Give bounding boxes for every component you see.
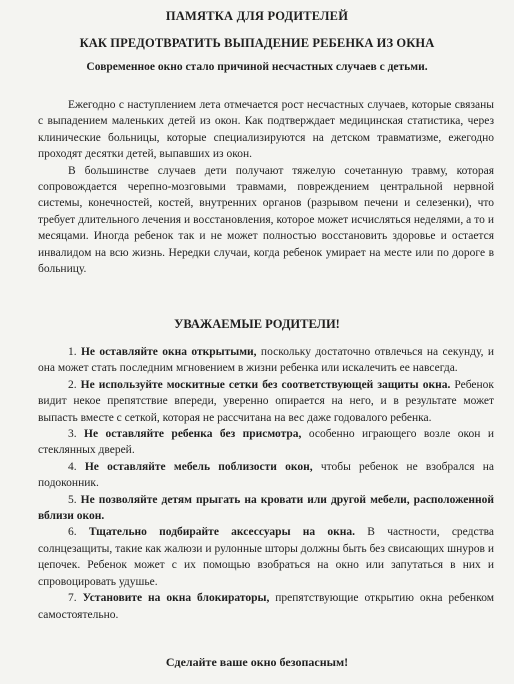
rules-list — [38, 344, 494, 623]
item-bold: Не оставляйте окна открытыми, — [80, 346, 257, 358]
item-bold: Установите на окна блокираторы, — [82, 592, 270, 605]
item-number: 5. — [68, 493, 77, 506]
item-number: 1. — [68, 346, 77, 358]
document-subtitle: Современное окно стало причиной несчастных случаев с детьми. — [86, 61, 428, 73]
paragraph: В большинстве случаев дети получают тяжелую сочетанную травму, которая сопровождается черепно-мозговыми травмами, повреждением центральной нервной системы, конечностей, костей, внутренних органов (разрывом печени и селезенки), что требует длительного лечения и восстановления, которое может исчисляться неделями, а то и месяцами. Иногда ребенок так и не может полностью восстановить здоровье и остается инвалидом на всю жизнь. Нередки случаи, когда ребенок умирает на месте или по дороге в больницу. — [38, 164, 494, 276]
list-item — [38, 344, 494, 377]
list-item — [38, 524, 494, 590]
closing-line: Сделайте ваше окно безопасным! — [165, 655, 349, 669]
list-item — [38, 377, 494, 426]
section-heading: УВАЖАЕМЫЕ РОДИТЕЛИ! — [174, 317, 340, 331]
item-text: поскольку достаточно отвлечься на секунду, и она может стать последним мгновением в жизни ребенка или искалечить ее навсегда. — [38, 346, 494, 375]
list-item — [38, 426, 494, 459]
list-item — [38, 492, 494, 525]
paragraph: Ежегодно с наступлением лета отмечается рост несчастных случаев, которые связаны с выпадением маленьких детей из окон. Как подтверждает медицинская статистика, через клинические больницы, которые специализируются на детском травматизме, ежегодно проходят десятки детей, выпавших из окон. — [38, 99, 494, 161]
list-item — [38, 590, 494, 623]
item-number: 6. — [68, 526, 77, 539]
list-item — [38, 459, 494, 492]
item-number: 3. — [68, 428, 77, 441]
intro-text — [38, 97, 494, 277]
item-text: особенно играющего возле окон и стеклянных дверей. — [38, 428, 494, 457]
item-text: чтобы ребенок не взобрался на подоконник. — [38, 460, 494, 490]
document-title: ПАМЯТКА ДЛЯ РОДИТЕЛЕЙ — [165, 9, 349, 23]
item-text: Ребенок видит некое препятствие впереди, уверенно опирается на него, и в результате может выпасть вместе с сеткой, которая не рассчитана на вес даже годовалого ребенка. — [38, 378, 494, 424]
item-text: В частности, средства солнцезащиты, такие как жалюзи и рулонные шторы должны быть без свисающих шнуров и цепочек. Ребенок может с их помощью взобраться на окно или запутаться в них и спровоцировать удушье. — [38, 526, 494, 588]
item-bold: Не оставляйте мебель поблизости окон, — [84, 460, 313, 473]
document-title-2: КАК ПРЕДОТВРАТИТЬ ВЫПАДЕНИЕ РЕБЕНКА ИЗ ОКНА — [79, 36, 435, 50]
item-bold: Не используйте москитные сетки без соответствующей защиты окна. — [80, 378, 451, 391]
item-number: 2. — [68, 378, 77, 391]
item-number: 7. — [68, 592, 77, 605]
item-bold: Тщательно подбирайте аксессуары на окна. — [88, 526, 356, 539]
item-text: препятствующие открытию окна ребенком самостоятельно. — [38, 592, 495, 621]
item-bold: Не оставляйте ребенка без присмотра, — [84, 428, 302, 441]
item-number: 4. — [68, 460, 77, 473]
item-bold: Не позволяйте детям прыгать на кровати или другой мебели, расположенной вблизи окон. — [38, 493, 494, 523]
